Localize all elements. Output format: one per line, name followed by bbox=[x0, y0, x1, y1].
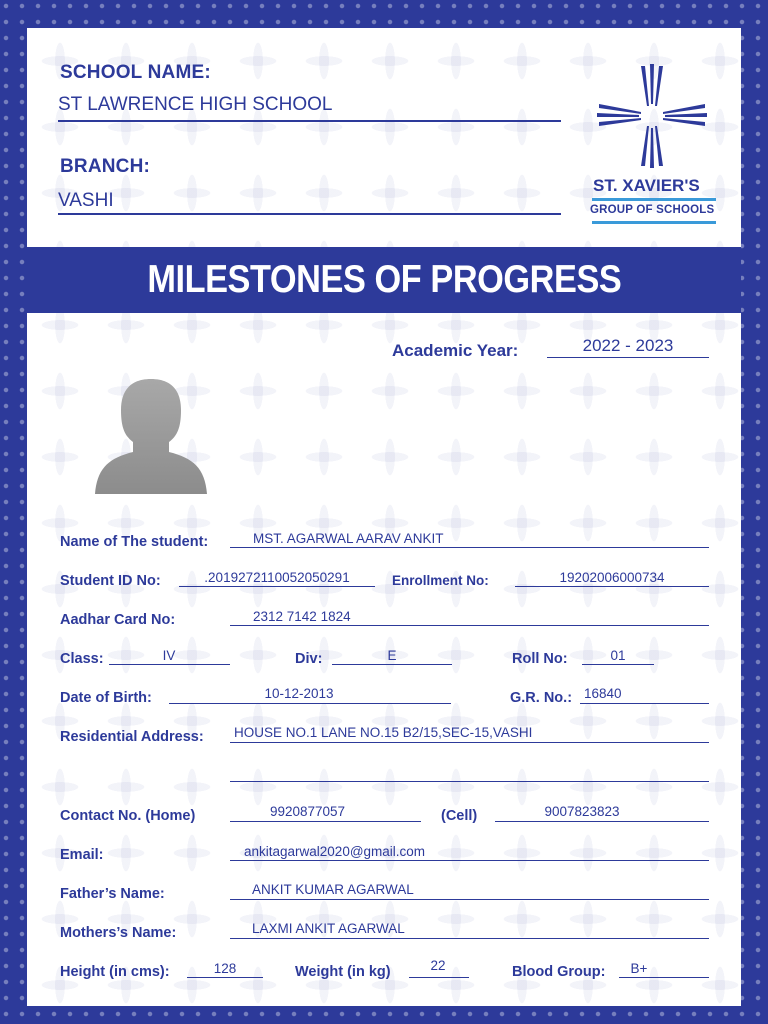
student-id-value: .2019272110052050291 bbox=[204, 570, 350, 585]
contact-home-label: Contact No. (Home) bbox=[60, 808, 196, 824]
father-name-value: ANKIT KUMAR AGARWAL bbox=[252, 882, 414, 897]
academic-year-label: Academic Year: bbox=[392, 341, 519, 360]
blood-group-label: Blood Group: bbox=[512, 964, 606, 980]
logo-line2: GROUP OF SCHOOLS bbox=[590, 204, 715, 216]
weight-value: 22 bbox=[430, 958, 446, 973]
school-name-underline bbox=[58, 120, 561, 122]
student-id-label: Student ID No: bbox=[60, 573, 161, 589]
father-name-label: Father’s Name: bbox=[60, 886, 165, 902]
student-name-underline bbox=[230, 547, 709, 548]
address-value: HOUSE NO.1 LANE NO.15 B2/15,SEC-15,VASHI bbox=[234, 725, 533, 740]
email-underline bbox=[230, 860, 709, 861]
contact-cell-underline bbox=[495, 821, 709, 822]
blood-group-value: B+ bbox=[630, 961, 648, 976]
contact-home-value: 9920877057 bbox=[269, 804, 346, 819]
title-banner bbox=[27, 247, 741, 313]
blood-group-underline bbox=[619, 977, 709, 978]
logo-bar-bottom bbox=[592, 221, 716, 224]
roll-value: 01 bbox=[610, 648, 626, 663]
enrollment-underline bbox=[515, 586, 709, 587]
mother-name-value: LAXMI ANKIT AGARWAL bbox=[252, 921, 405, 936]
student-name-label: Name of The student: bbox=[60, 534, 209, 550]
height-label: Height (in cms): bbox=[60, 964, 170, 980]
email-value: ankitagarwal2020@gmail.com bbox=[244, 844, 426, 859]
person-silhouette-icon bbox=[93, 376, 209, 494]
cross-rays-icon bbox=[597, 64, 707, 168]
email-label: Email: bbox=[60, 847, 104, 863]
mother-name-label: Mothers’s Name: bbox=[60, 925, 177, 941]
height-value: 128 bbox=[213, 961, 237, 976]
address-underline-2 bbox=[230, 781, 709, 782]
academic-year-underline bbox=[547, 357, 709, 358]
weight-label: Weight (in kg) bbox=[295, 964, 391, 980]
student-id-underline bbox=[179, 586, 375, 587]
div-value: E bbox=[387, 648, 397, 663]
aadhar-underline bbox=[230, 625, 709, 626]
aadhar-label: Aadhar Card No: bbox=[60, 612, 176, 628]
class-value: IV bbox=[162, 648, 176, 663]
logo-line1: ST. XAVIER'S bbox=[593, 176, 700, 195]
contact-cell-label: (Cell) bbox=[441, 808, 478, 824]
branch-label: BRANCH: bbox=[60, 156, 151, 177]
school-name-label: SCHOOL NAME: bbox=[60, 62, 211, 83]
div-underline bbox=[332, 664, 452, 665]
aadhar-value: 2312 7142 1824 bbox=[253, 609, 351, 624]
dob-underline bbox=[169, 703, 451, 704]
mother-name-underline bbox=[230, 938, 709, 939]
gr-label: G.R. No.: bbox=[510, 690, 573, 706]
logo-bar-top bbox=[592, 198, 716, 201]
branch-underline bbox=[58, 213, 561, 215]
page-title: MILESTONES OF PROGRESS bbox=[146, 258, 622, 301]
roll-underline bbox=[582, 664, 654, 665]
father-name-underline bbox=[230, 899, 709, 900]
report-card-sheet bbox=[27, 28, 741, 1006]
dob-label: Date of Birth: bbox=[60, 690, 152, 706]
class-label: Class: bbox=[60, 651, 104, 667]
school-name-value: ST LAWRENCE HIGH SCHOOL bbox=[58, 94, 333, 115]
gr-underline bbox=[580, 703, 709, 704]
class-underline bbox=[109, 664, 230, 665]
enrollment-value: 19202006000734 bbox=[559, 570, 665, 585]
height-underline bbox=[187, 977, 263, 978]
div-label: Div: bbox=[295, 651, 323, 667]
enrollment-label: Enrollment No: bbox=[392, 573, 489, 588]
address-label: Residential Address: bbox=[60, 729, 204, 745]
contact-home-underline bbox=[230, 821, 421, 822]
weight-underline bbox=[409, 977, 469, 978]
address-underline-1 bbox=[230, 742, 709, 743]
student-name-value: MST. AGARWAL AARAV ANKIT bbox=[253, 531, 444, 546]
branch-value: VASHI bbox=[58, 190, 114, 211]
gr-value: 16840 bbox=[584, 686, 622, 701]
academic-year-value: 2022 - 2023 bbox=[582, 336, 674, 355]
dob-value: 10-12-2013 bbox=[264, 686, 334, 701]
contact-cell-value: 9007823823 bbox=[544, 804, 620, 819]
roll-label: Roll No: bbox=[512, 651, 568, 667]
